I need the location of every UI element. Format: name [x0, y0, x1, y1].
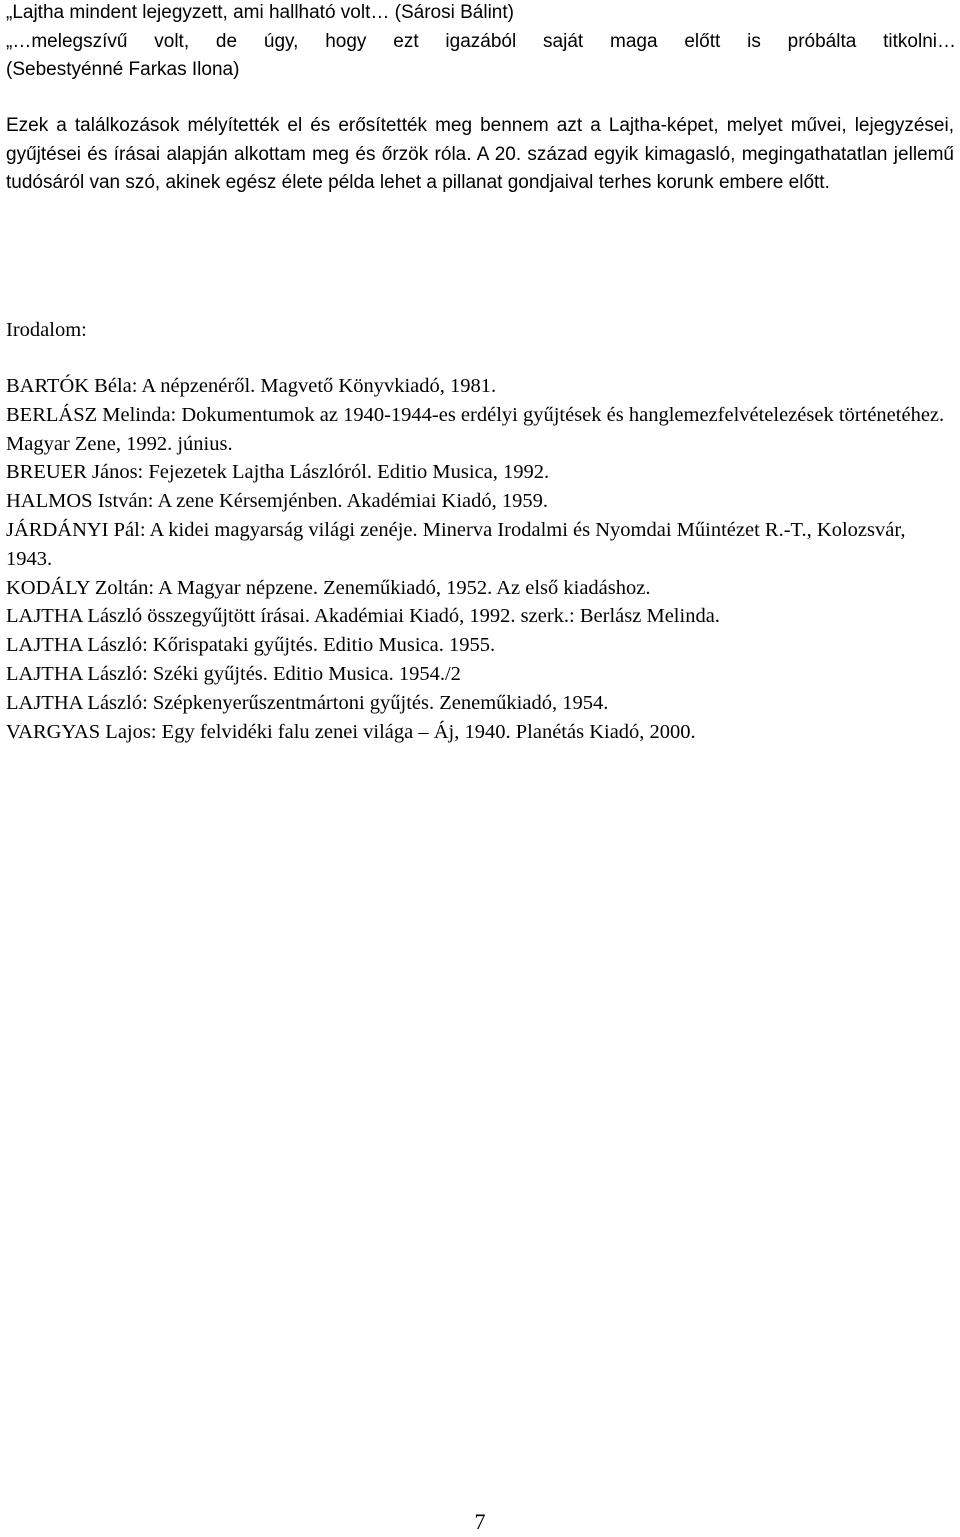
reference-item: LAJTHA László: Szépkenyerűszentmártoni gyűjtés. Zeneműkiadó, 1954.	[6, 691, 609, 714]
reference-item: BERLÁSZ Melinda: Dokumentumok az 1940-1944-es erdélyi gyűjtések és hanglemezfelvételezések történetéhez. Magyar Zene, 1992. június.	[6, 403, 945, 455]
reference-item: LAJTHA László: Kőrispataki gyűjtés. Editio Musica. 1955.	[6, 634, 496, 657]
reference-item: HALMOS István: A zene Kérsemjénben. Akadémiai Kiadó, 1959.	[6, 490, 548, 513]
body-paragraph: Ezek a találkozások mélyítették el és erősítették meg bennem azt a Lajtha-képet, melyet művei, lejegyzései, gyűjtései és írásai alapján alkottam meg és őrzök róla. A 20. század egyik kimagasló, megingathatatlan jellemű tudósáról van szó, akinek egész élete példa lehet a pillanat gondjaival terhes korunk embere előtt.	[6, 115, 954, 193]
reference-item: LAJTHA László: Széki gyűjtés. Editio Musica. 1954./2	[6, 662, 461, 685]
reference-item: KODÁLY Zoltán: A Magyar népzene. Zeneműkiadó, 1952. Az első kiadáshoz.	[6, 576, 651, 599]
reference-item: JÁRDÁNYI Pál: A kidei magyarság világi zenéje. Minerva Irodalmi és Nyomdai Műintézet R.-T., Kolozsvár, 1943.	[6, 518, 906, 570]
reference-item: VARGYAS Lajos: Egy felvidéki falu zenei világa – Áj, 1940. Planétás Kiadó, 2000.	[6, 720, 696, 743]
quote-attribution: (Sebestyénné Farkas Ilona)	[6, 59, 240, 80]
quote-block	[6, 0, 956, 85]
bibliography-heading: Irodalom:	[6, 319, 87, 341]
reference-item: LAJTHA László összegyűjtött írásai. Akadémiai Kiadó, 1992. szerk.: Berlász Melinda.	[6, 605, 720, 628]
reference-item: BARTÓK Béla: A népzenéről. Magvető Könyvkiadó, 1981.	[6, 375, 497, 397]
page-number: 7	[474, 1509, 486, 1534]
bibliography-list	[6, 372, 954, 746]
quote-sarosi: „Lajtha mindent lejegyzett, ami hallható volt… (Sárosi Bálint)	[6, 2, 514, 23]
reference-item: BREUER János: Fejezetek Lajtha Lászlóról. Editio Musica, 1992.	[6, 461, 550, 484]
quote-sebestyenne: „…melegszívű volt, de úgy, hogy ezt igazából saját maga előtt is próbálta titkolni…	[6, 30, 956, 52]
